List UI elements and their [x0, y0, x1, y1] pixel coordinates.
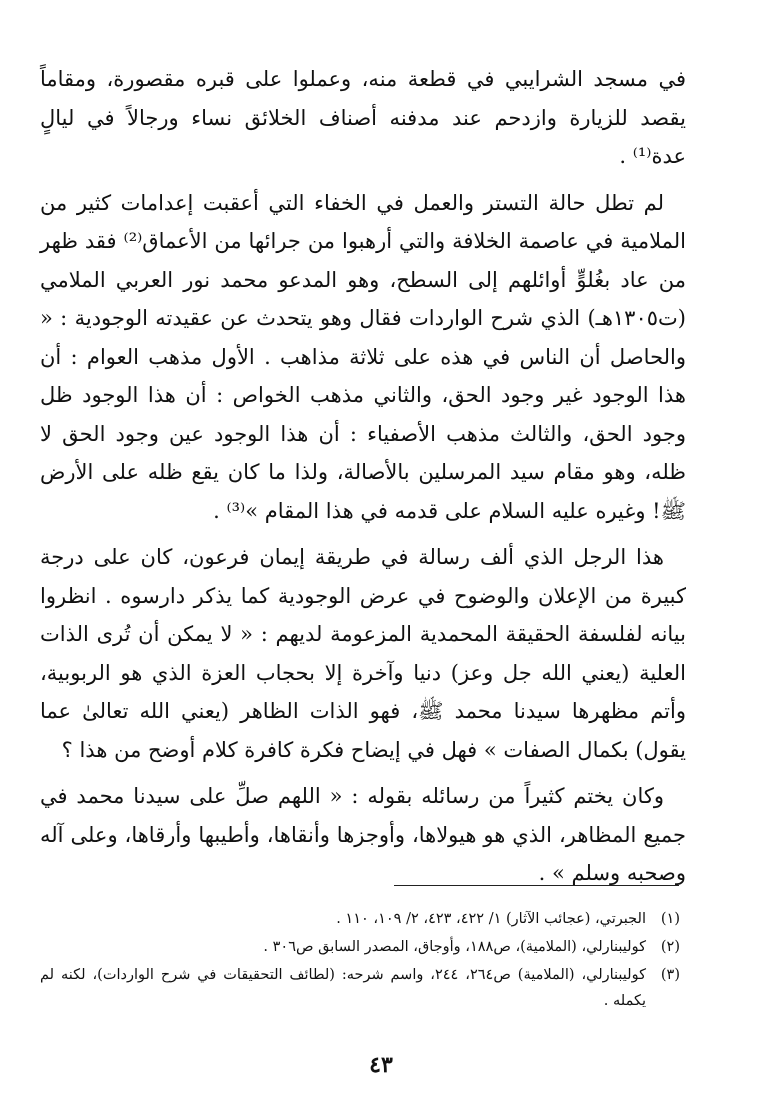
paragraph-3: هذا الرجل الذي ألف رسالة في طريقة إيمان فرعون، كان على درجة كبيرة من الإعلان والوضوح في عرض الوجودية كما يذكر دارسوه . انظروا بيانه لفلسفة الحقيقة المحمدية المزعومة لديهم : « لا يمكن أن تُرى الذات العلية (يعني الله جل وعز) دنيا وآخرة إلا بحجاب العزة الذي هو الربوبية، وأتم مظهرها سيدنا محمد ﷺ، فهو الذات الظاهر (يعني الله تعالىٰ عما يقول) بكمال الصفات » فهل في إيضاح فكرة كافرة كلام أوضح من هذا ؟ — [40, 545, 686, 762]
footnote-1 — [40, 906, 680, 932]
paragraph-2: لم تطل حالة التستر والعمل في الخفاء التي أعقبت إعدامات كثير من الملامية في عاصمة الخلافة والتي أرهبوا من جرائها من الأعماق⁽²⁾ فقد ظهر من عاد بغُلوٍّ أوائلهم إلى السطح، وهو المدعو محمد نور العربي الملامي (ت١٣٠٥هـ) الذي شرح الواردات فقال وهو يتحدث عن عقيدته الوجودية : « والحاصل أن الناس في هذه على ثلاثة مذاهب . الأول مذهب العوام : أن هذا الوجود غير وجود الحق، والثاني مذهب الخواص : أن هذا الوجود ظل وجود الحق، والثالث مذهب الأصفياء : أن هذا الوجود عين وجود الحق لا ظله، وهو مقام سيد المرسلين بالأصالة، ولذا ما كان يقع ظله على الأرض ﷺ! وغيره عليه السلام على قدمه في هذا المقام »⁽³⁾ . — [40, 190, 686, 523]
footnote-text: الجبرتي، (عجائب الآثار) ١/ ٤٢٢، ٤٢٣، ٢/ ١٠٩، ١١٠ . — [336, 911, 646, 927]
footnote-text: كوليبنارلي، (الملامية)، ص١٨٨، وأوجاق، المصدر السابق ص٣٠٦ . — [263, 939, 646, 955]
paragraph-1: في مسجد الشرايبي في قطعة منه، وعملوا على قبره مقصورة، ومقاماً يقصد للزيارة وازدحم عند مدفنه أصناف الخلائق نساء ورجالاً في ليالٍ عدة⁽¹⁾ . — [40, 67, 686, 168]
footnote-separator — [394, 885, 679, 886]
main-text — [40, 60, 686, 901]
footnote-number: (٢) — [660, 939, 680, 955]
footnote-2 — [40, 934, 680, 960]
footnote-3 — [40, 962, 680, 1014]
footnotes — [40, 906, 680, 1016]
footnote-number: (٣) — [660, 967, 680, 983]
paragraph-4: وكان يختم كثيراً من رسائله بقوله : « اللهم صلِّ على سيدنا محمد في جميع المظاهر، الذي هو هيولاها، وأوجزها وأنقاها، وأطيبها وأرقاها، وعلى آله وصحبه وسلم » . — [40, 784, 686, 885]
footnote-number: (١) — [660, 911, 680, 927]
page-number: ٤٣ — [369, 1052, 393, 1078]
footnote-text: كوليبنارلي، (الملامية) ص٢٦٤، ٢٤٤، واسم شرحه: (لطائف التحقيقات في شرح الواردات)، لكنه لم يكمله . — [40, 967, 646, 1009]
